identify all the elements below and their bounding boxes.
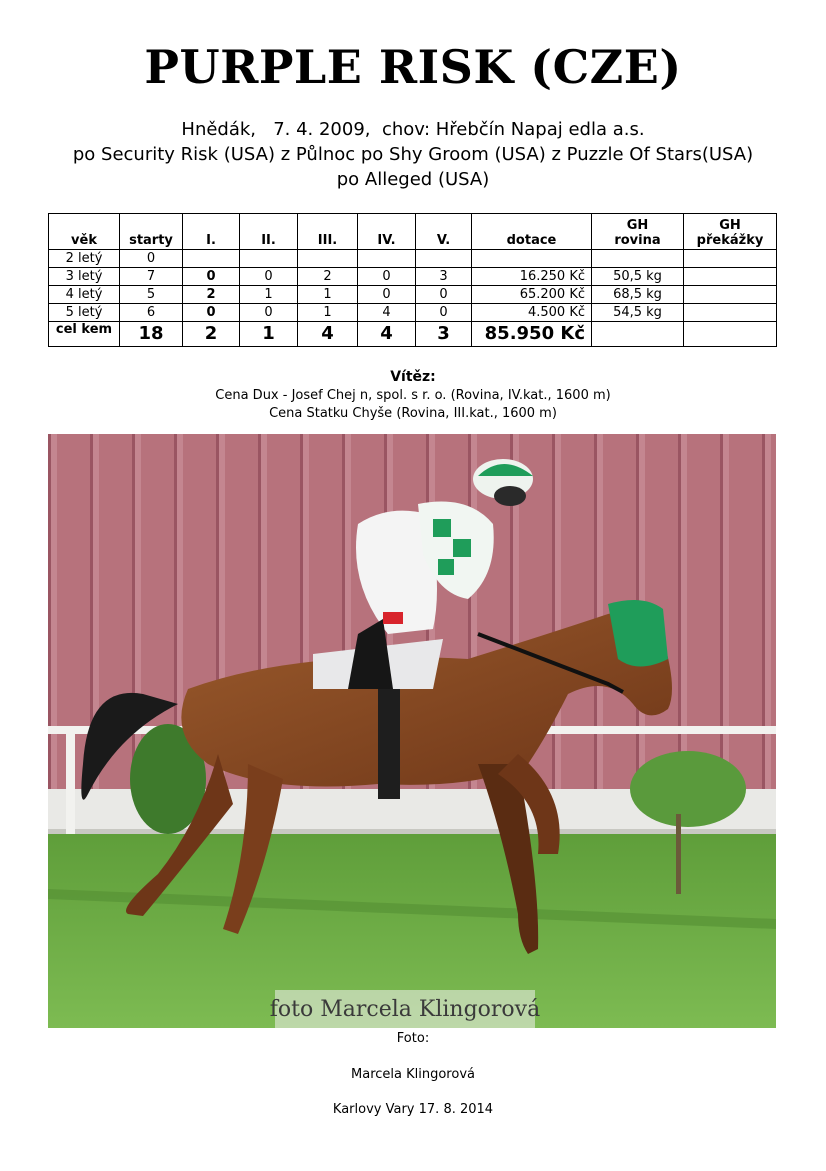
winner-race-2: Cena Statku Chyše (Rovina, III.kat., 1600 m) — [269, 406, 557, 421]
winner-heading: Vítěz: — [390, 369, 436, 385]
table-header-row — [49, 214, 777, 250]
horse-info-line-1: Hnědák, 7. 4. 2009, chov: Hřebčín Napaj edla a.s. — [181, 119, 645, 140]
caption-place-date: Karlovy Vary 17. 8. 2014 — [332, 1102, 494, 1117]
header-first: I. — [183, 214, 240, 250]
header-starts: starty — [120, 214, 183, 250]
header-prize: dotace — [472, 214, 592, 250]
race-stats-table — [48, 213, 777, 347]
table-row: 4 letý 5 2 1 1 0 0 65.200 Kč 68,5 kg — [49, 286, 777, 304]
header-third: III. — [298, 214, 358, 250]
caption-photographer: Marcela Klingorová — [351, 1067, 475, 1082]
header-second: II. — [240, 214, 298, 250]
table-row: 5 letý 6 0 0 1 4 0 4.500 Kč 54,5 kg — [49, 304, 777, 322]
page-title: PURPLE RISK (CZE) — [144, 40, 682, 94]
table-total-row: cel kem 18 2 1 4 4 3 85.950 Kč — [49, 322, 777, 347]
table-row: 2 letý 0 — [49, 250, 777, 268]
horse-pedigree-line-2: po Security Risk (USA) z Půlnoc po Shy Groom (USA) z Puzzle Of Stars(USA) — [72, 144, 754, 165]
horse-pedigree-line-3: po Alleged (USA) — [336, 169, 490, 190]
winner-race-1: Cena Dux - Josef Chej n, spol. s r. o. (Rovina, IV.kat., 1600 m) — [215, 388, 611, 403]
photo-watermark: foto Marcela Klingorová — [269, 997, 541, 1022]
caption-label: Foto: — [396, 1031, 430, 1046]
header-gh-jump: GH překážky — [684, 214, 777, 250]
table-row: 3 letý 7 0 0 2 0 3 16.250 Kč 50,5 kg — [49, 268, 777, 286]
horse-photo — [48, 434, 776, 1028]
header-fifth: V. — [416, 214, 472, 250]
header-age: věk — [49, 214, 120, 250]
header-gh-flat: GH rovina — [592, 214, 684, 250]
header-fourth: IV. — [358, 214, 416, 250]
